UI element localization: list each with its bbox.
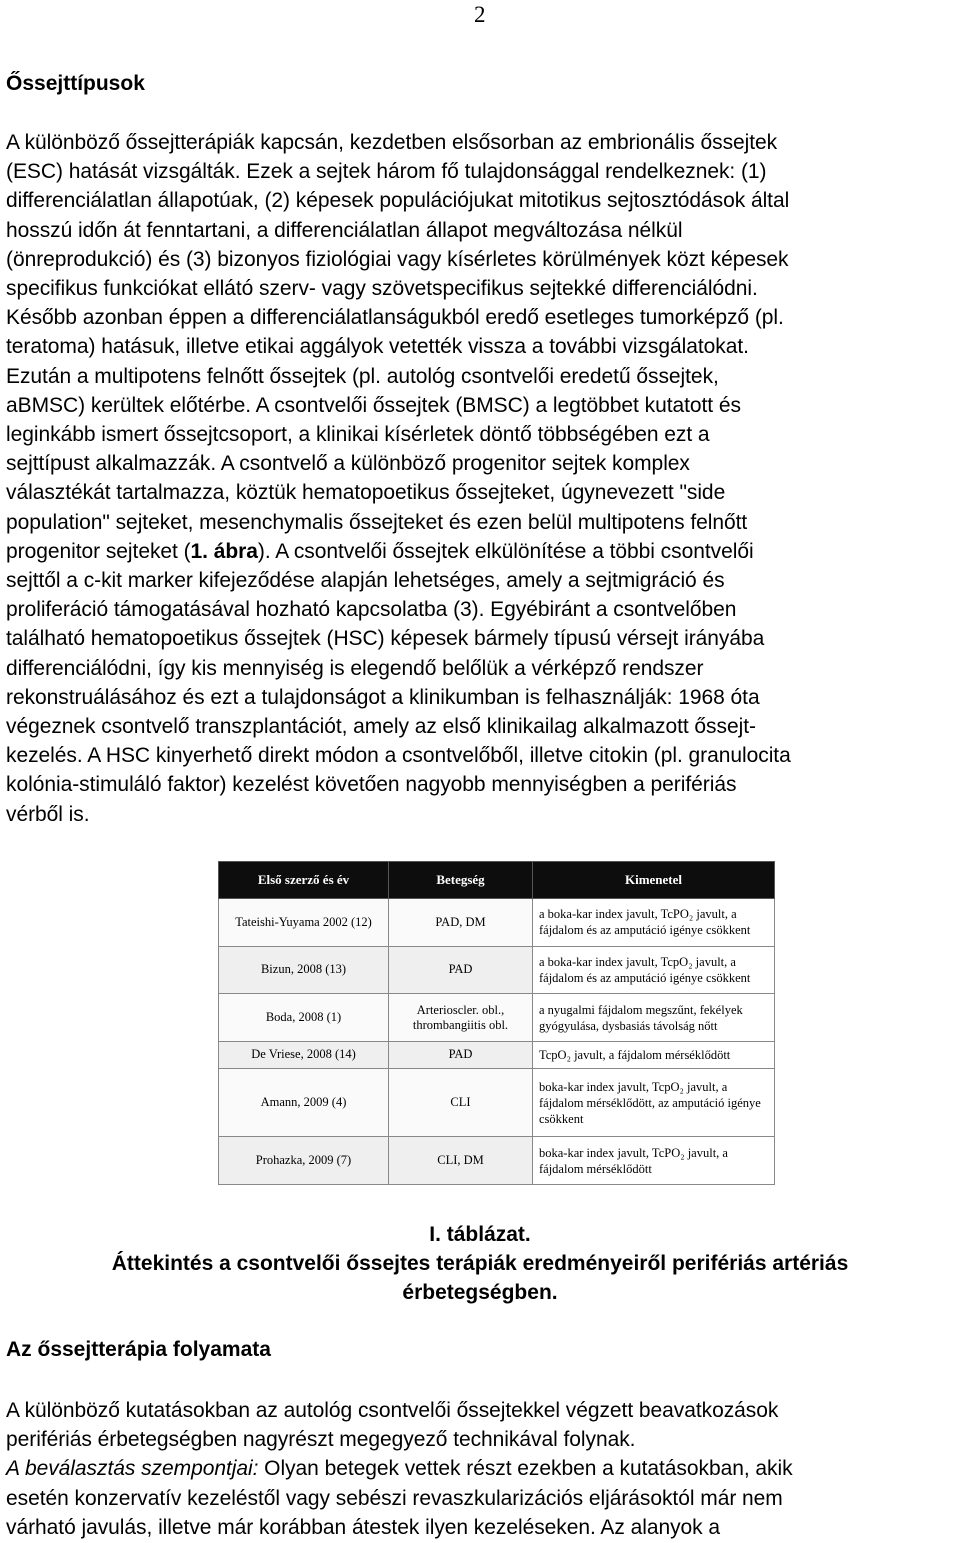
text-line: kolónia-stimuláló faktor) kezelést követően nagyobb mennyiségben a perifériás	[6, 773, 737, 797]
section-title-stem-cell-types: Őssejttípusok	[6, 72, 145, 95]
text-line: választékát tartalmazza, köztük hematopoetikus őssejteket, úgynevezett "side	[6, 481, 726, 505]
cell-disease: PAD	[389, 946, 533, 994]
cell-disease: PAD, DM	[389, 899, 533, 947]
text-line: leginkább ismert őssejtcsoport, a klinikai kísérletek döntő többségében ezt a	[6, 423, 710, 447]
cell-outcome: TcpO₂ javult, a fájdalom mérséklődött	[533, 1041, 775, 1068]
cell-author: Bizun, 2008 (13)	[219, 946, 389, 994]
table-row	[219, 1137, 775, 1185]
text-line: rekonstruálásához és ezt a tulajdonságot a klinikumban is felhasználják: 1968 óta	[6, 685, 760, 709]
cell-outcome: a boka-kar index javult, TcPO₂ javult, a fájdalom és az amputáció igénye csökkent	[533, 899, 775, 947]
cell-outcome: a nyugalmi fájdalom megszűnt, fekélyek gyógyulása, dysbasiás távolság nőtt	[533, 994, 775, 1042]
column-header-disease: Betegség	[389, 862, 533, 899]
text-line	[6, 1454, 958, 1483]
text-line: differenciálatlan állapotúak, (2) képesek populációjukat mitotikus sejtosztódások által	[6, 189, 790, 213]
text-line: végeznek csontvelő transzplantációt, amely az első klinikailag alkalmazott őssejt-	[6, 715, 756, 739]
paragraph-therapy-process	[6, 1396, 958, 1542]
text-line: specifikus funkciókat ellátó szerv- vagy szövetspecifikus sejtekké differenciálódni.	[6, 277, 758, 301]
text-line: várható javulás, illetve már korábban átestek ilyen kezeléseken. Az alanyok a	[6, 1515, 721, 1539]
figure-reference: 1. ábra	[190, 539, 258, 563]
cell-disease: Arterioscler. obl., thrombangiitis obl.	[389, 994, 533, 1042]
cell-author: Prohazka, 2009 (7)	[219, 1137, 389, 1185]
cell-outcome: a boka-kar index javult, TcpO₂ javult, a fájdalom és az amputáció igénye csökkent	[533, 946, 775, 994]
text-line: population" sejteket, mesenchymalis őssejteket és ezen belül multipotens felnőtt	[6, 510, 748, 534]
text-line: Ezután a multipotens felnőtt őssejtek (pl. autológ csontvelői eredetű őssejtek,	[6, 364, 719, 388]
table-row	[219, 946, 775, 994]
text-line: aBMSC) kerültek előtérbe. A csontvelői őssejtek (BMSC) a legtöbbet kutatott és	[6, 393, 741, 417]
table-caption-label: I. táblázat.	[429, 1223, 531, 1246]
text-line: sejttől a c-kit marker kifejeződése alapján lehetséges, amely a sejtmigráció és	[6, 569, 725, 593]
text-line: proliferáció támogatásával hozható kapcsolatba (3). Egyébiránt a csontvelőben	[6, 598, 737, 622]
text-fragment: progenitor sejteket (	[6, 539, 191, 563]
cell-outcome: boka-kar index javult, TcpO₂ javult, a fájdalom mérséklődött, az amputáció igénye csökkent	[533, 1069, 775, 1137]
cell-author: Amann, 2009 (4)	[219, 1069, 389, 1137]
section-title-therapy-process: Az őssejtterápia folyamata	[6, 1338, 271, 1361]
text-line: teratoma) hatásuk, illetve etikai aggályok vetették vissza a további vizsgálatokat.	[6, 335, 749, 359]
column-header-author: Első szerző és év	[219, 862, 389, 899]
table-row	[219, 1069, 775, 1137]
text-line: differenciálódni, így kis mennyiség is elegendő belőlük a vérképző rendszer	[6, 656, 704, 680]
text-line: sejttípust alkalmazzák. A csontvelő a különböző progenitor sejtek komplex	[6, 452, 690, 476]
text-line: A különböző őssejtterápiák kapcsán, kezdetben elsősorban az embrionális őssejtek	[6, 131, 778, 154]
cell-disease: CLI	[389, 1069, 533, 1137]
text-fragment: ). A csontvelői őssejtek elkülönítése a többi csontvelői	[257, 539, 754, 563]
text-line: (önreprodukció) és (3) bizonyos fiziológiai vagy kísérletes körülmények közt képesek	[6, 247, 789, 271]
text-line: A különböző kutatásokban az autológ csontvelői őssejtekkel végzett beavatkozások	[6, 1399, 779, 1422]
page-number: 2	[474, 2, 486, 27]
text-line: kezelés. A HSC kinyerhető direkt módon a csontvelőből, illetve citokin (pl. granulocita	[6, 744, 791, 768]
text-line: (ESC) hatását vizsgálták. Ezek a sejtek három fő tulajdonsággal rendelkeznek: (1)	[6, 160, 767, 184]
results-table-grid	[218, 861, 775, 1185]
inline-italic-term: A beválasztás szempontjai:	[6, 1457, 259, 1481]
cell-author: Tateishi-Yuyama 2002 (12)	[219, 899, 389, 947]
cell-outcome: boka-kar index javult, TcPO₂ javult, a fájdalom mérséklődött	[533, 1137, 775, 1185]
paragraph-stem-cell-types	[6, 128, 958, 829]
text-line: perifériás érbetegségben nagyrészt megegyező technikával folynak.	[6, 1428, 636, 1452]
cell-author: De Vriese, 2008 (14)	[219, 1041, 389, 1068]
text-line: hosszú időn át fenntartani, a differenciálatlan állapot megváltozása nélkül	[6, 218, 683, 242]
text-line	[6, 537, 958, 566]
text-line: vérből is.	[6, 802, 90, 826]
table-row	[219, 1041, 775, 1068]
text-line: Később azonban éppen a differenciálatlanságukból eredő esetleges tumorképző (pl.	[6, 306, 784, 330]
text-fragment: Olyan betegek vettek részt ezekben a kutatásokban, akik	[258, 1457, 793, 1481]
column-header-outcome: Kimenetel	[533, 862, 775, 899]
cell-disease: PAD	[389, 1041, 533, 1068]
results-table	[218, 861, 774, 1185]
text-line: esetén konzervatív kezeléstől vagy sebészi revaszkularizációs eljárásoktól már nem	[6, 1486, 783, 1510]
table-caption-line: Áttekintés a csontvelői őssejtes terápiák eredményeiről perifériás artériás	[111, 1252, 849, 1275]
text-line: található hematopoetikus őssejtek (HSC) képesek bármely típusú vérsejt irányába	[6, 627, 765, 651]
table-header-row	[219, 862, 775, 899]
cell-disease: CLI, DM	[389, 1137, 533, 1185]
table-row	[219, 899, 775, 947]
cell-author: Boda, 2008 (1)	[219, 994, 389, 1042]
table-caption-line: érbetegségben.	[402, 1281, 558, 1304]
table-row	[219, 994, 775, 1042]
